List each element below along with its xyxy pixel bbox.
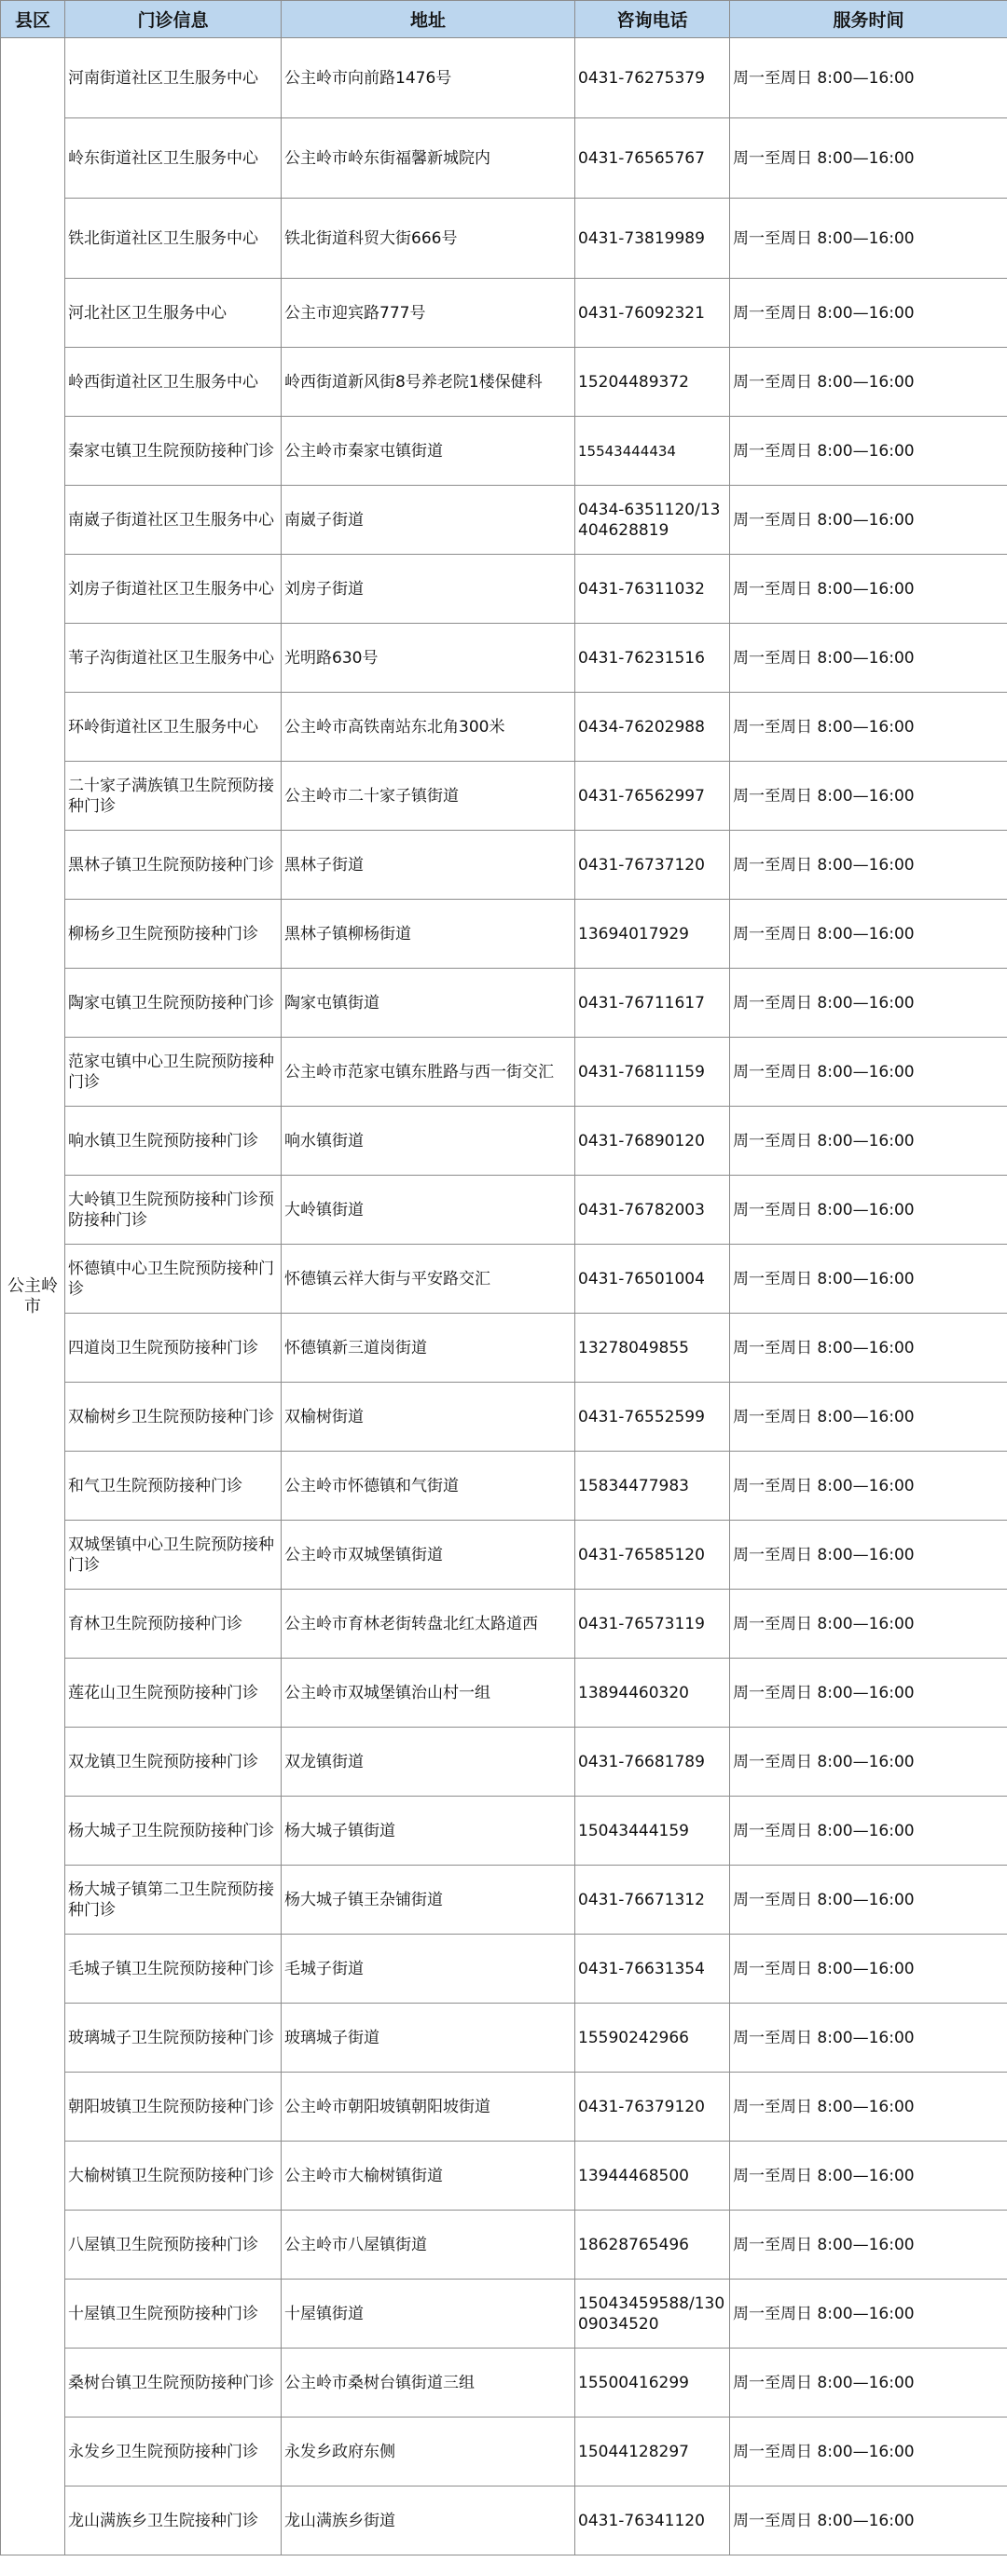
clinic-name-cell: 杨大城子卫生院预防接种门诊 xyxy=(65,1797,282,1866)
phone-cell: 13944468500 xyxy=(575,2142,730,2211)
header-row xyxy=(1,1,1007,38)
table-row xyxy=(1,2142,1007,2211)
hours-cell: 周一至周日 8:00—16:00 xyxy=(730,38,1007,118)
hours-cell: 周一至周日 8:00—16:00 xyxy=(730,1590,1007,1659)
phone-cell: 0431-76311032 xyxy=(575,555,730,624)
phone-cell: 13278049855 xyxy=(575,1314,730,1383)
table-row xyxy=(1,2073,1007,2142)
phone-cell: 0431-76737120 xyxy=(575,831,730,900)
table-row xyxy=(1,969,1007,1038)
clinic-name-cell: 玻璃城子卫生院预防接种门诊 xyxy=(65,2004,282,2073)
hours-cell: 周一至周日 8:00—16:00 xyxy=(730,1107,1007,1176)
clinic-name-cell: 秦家屯镇卫生院预防接种门诊 xyxy=(65,417,282,486)
address-cell: 怀德镇云祥大街与平安路交汇 xyxy=(282,1245,575,1314)
phone-cell: 0431-76890120 xyxy=(575,1107,730,1176)
table-row xyxy=(1,1314,1007,1383)
header-phone: 咨询电话 xyxy=(575,1,730,38)
phone-cell: 0431-76275379 xyxy=(575,38,730,118)
hours-cell: 周一至周日 8:00—16:00 xyxy=(730,1521,1007,1590)
phone-cell: 15204489372 xyxy=(575,348,730,417)
table-row xyxy=(1,1383,1007,1452)
address-cell: 怀德镇新三道岗街道 xyxy=(282,1314,575,1383)
clinic-name-cell: 毛城子镇卫生院预防接种门诊 xyxy=(65,1935,282,2004)
clinic-name-cell: 桑树台镇卫生院预防接种门诊 xyxy=(65,2349,282,2418)
clinic-name-cell: 柳杨乡卫生院预防接种门诊 xyxy=(65,900,282,969)
table-row xyxy=(1,900,1007,969)
address-cell: 公主岭市怀德镇和气街道 xyxy=(282,1452,575,1521)
address-cell: 公主岭市朝阳坡镇朝阳坡街道 xyxy=(282,2073,575,2142)
table-row xyxy=(1,348,1007,417)
table-row xyxy=(1,1521,1007,1590)
table-row xyxy=(1,693,1007,762)
table-row xyxy=(1,555,1007,624)
table-row xyxy=(1,486,1007,555)
clinic-name-cell: 永发乡卫生院预防接种门诊 xyxy=(65,2418,282,2486)
address-cell: 大岭镇街道 xyxy=(282,1176,575,1245)
hours-cell: 周一至周日 8:00—16:00 xyxy=(730,1314,1007,1383)
phone-cell: 15834477983 xyxy=(575,1452,730,1521)
phone-cell: 0431-76585120 xyxy=(575,1521,730,1590)
address-cell: 公主岭市八屋镇街道 xyxy=(282,2211,575,2280)
table-row xyxy=(1,1176,1007,1245)
phone-cell: 0431-76681789 xyxy=(575,1728,730,1797)
clinic-name-cell: 八屋镇卫生院预防接种门诊 xyxy=(65,2211,282,2280)
table-row xyxy=(1,1107,1007,1176)
table-row xyxy=(1,1866,1007,1935)
county-cell: 公主岭市 xyxy=(1,38,65,2555)
table-row xyxy=(1,2004,1007,2073)
table-body xyxy=(1,38,1007,2555)
table-row xyxy=(1,2486,1007,2555)
table-row xyxy=(1,762,1007,831)
clinic-name-cell: 河南街道社区卫生服务中心 xyxy=(65,38,282,118)
address-cell: 十屋镇街道 xyxy=(282,2280,575,2349)
phone-cell: 15044128297 xyxy=(575,2418,730,2486)
table-row xyxy=(1,118,1007,199)
clinic-name-cell: 范家屯镇中心卫生院预防接种门诊 xyxy=(65,1038,282,1107)
address-cell: 黑林子镇柳杨街道 xyxy=(282,900,575,969)
phone-cell: 0431-76573119 xyxy=(575,1590,730,1659)
clinic-name-cell: 刘房子街道社区卫生服务中心 xyxy=(65,555,282,624)
hours-cell: 周一至周日 8:00—16:00 xyxy=(730,762,1007,831)
hours-cell: 周一至周日 8:00—16:00 xyxy=(730,279,1007,348)
address-cell: 公主岭市双城堡镇治山村一组 xyxy=(282,1659,575,1728)
phone-cell: 0431-76379120 xyxy=(575,2073,730,2142)
phone-cell: 0431-76562997 xyxy=(575,762,730,831)
header-hours: 服务时间 xyxy=(730,1,1007,38)
clinic-name-cell: 双龙镇卫生院预防接种门诊 xyxy=(65,1728,282,1797)
table-row xyxy=(1,2349,1007,2418)
hours-cell: 周一至周日 8:00—16:00 xyxy=(730,2486,1007,2555)
table-row xyxy=(1,1728,1007,1797)
hours-cell: 周一至周日 8:00—16:00 xyxy=(730,2418,1007,2486)
phone-cell: 0431-76811159 xyxy=(575,1038,730,1107)
clinic-name-cell: 莲花山卫生院预防接种门诊 xyxy=(65,1659,282,1728)
table-row xyxy=(1,417,1007,486)
phone-cell: 0431-76092321 xyxy=(575,279,730,348)
table-row xyxy=(1,2211,1007,2280)
table-row xyxy=(1,2418,1007,2486)
table-row xyxy=(1,199,1007,279)
address-cell: 黑林子街道 xyxy=(282,831,575,900)
address-cell: 公主岭市高铁南站东北角300米 xyxy=(282,693,575,762)
clinic-name-cell: 大岭镇卫生院预防接种门诊预防接种门诊 xyxy=(65,1176,282,1245)
hours-cell: 周一至周日 8:00—16:00 xyxy=(730,486,1007,555)
hours-cell: 周一至周日 8:00—16:00 xyxy=(730,624,1007,693)
hours-cell: 周一至周日 8:00—16:00 xyxy=(730,693,1007,762)
address-cell: 公主岭市桑树台镇街道三组 xyxy=(282,2349,575,2418)
hours-cell: 周一至周日 8:00—16:00 xyxy=(730,1383,1007,1452)
header-address: 地址 xyxy=(282,1,575,38)
table-row xyxy=(1,1038,1007,1107)
hours-cell: 周一至周日 8:00—16:00 xyxy=(730,1452,1007,1521)
clinic-name-cell: 育林卫生院预防接种门诊 xyxy=(65,1590,282,1659)
phone-cell: 0431-76631354 xyxy=(575,1935,730,2004)
phone-cell: 15043459588/13009034520 xyxy=(575,2280,730,2349)
header-county: 县区 xyxy=(1,1,65,38)
phone-cell: 0434-6351120/13404628819 xyxy=(575,486,730,555)
address-cell: 玻璃城子街道 xyxy=(282,2004,575,2073)
hours-cell: 周一至周日 8:00—16:00 xyxy=(730,1245,1007,1314)
hours-cell: 周一至周日 8:00—16:00 xyxy=(730,1935,1007,2004)
address-cell: 公主岭市岭东街福馨新城院内 xyxy=(282,118,575,199)
phone-cell: 0431-76671312 xyxy=(575,1866,730,1935)
clinic-name-cell: 和气卫生院预防接种门诊 xyxy=(65,1452,282,1521)
hours-cell: 周一至周日 8:00—16:00 xyxy=(730,1866,1007,1935)
phone-cell: 0431-76552599 xyxy=(575,1383,730,1452)
table-row xyxy=(1,624,1007,693)
phone-cell: 0434-76202988 xyxy=(575,693,730,762)
address-cell: 毛城子街道 xyxy=(282,1935,575,2004)
hours-cell: 周一至周日 8:00—16:00 xyxy=(730,2280,1007,2349)
address-cell: 南崴子街道 xyxy=(282,486,575,555)
clinic-name-cell: 双榆树乡卫生院预防接种门诊 xyxy=(65,1383,282,1452)
phone-cell: 0431-76231516 xyxy=(575,624,730,693)
hours-cell: 周一至周日 8:00—16:00 xyxy=(730,348,1007,417)
address-cell: 龙山满族乡街道 xyxy=(282,2486,575,2555)
clinic-name-cell: 龙山满族乡卫生院接种门诊 xyxy=(65,2486,282,2555)
hours-cell: 周一至周日 8:00—16:00 xyxy=(730,1038,1007,1107)
hours-cell: 周一至周日 8:00—16:00 xyxy=(730,2349,1007,2418)
hours-cell: 周一至周日 8:00—16:00 xyxy=(730,969,1007,1038)
table-row xyxy=(1,38,1007,118)
phone-cell: 0431-76565767 xyxy=(575,118,730,199)
clinic-name-cell: 朝阳坡镇卫生院预防接种门诊 xyxy=(65,2073,282,2142)
clinic-name-cell: 四道岗卫生院预防接种门诊 xyxy=(65,1314,282,1383)
clinic-name-cell: 十屋镇卫生院预防接种门诊 xyxy=(65,2280,282,2349)
clinic-name-cell: 杨大城子镇第二卫生院预防接种门诊 xyxy=(65,1866,282,1935)
clinic-name-cell: 怀德镇中心卫生院预防接种门诊 xyxy=(65,1245,282,1314)
table-row xyxy=(1,1659,1007,1728)
hours-cell: 周一至周日 8:00—16:00 xyxy=(730,2073,1007,2142)
clinic-name-cell: 黑林子镇卫生院预防接种门诊 xyxy=(65,831,282,900)
address-cell: 公主岭市范家屯镇东胜路与西一街交汇 xyxy=(282,1038,575,1107)
header-clinic: 门诊信息 xyxy=(65,1,282,38)
phone-cell: 0431-76782003 xyxy=(575,1176,730,1245)
table-header xyxy=(1,1,1007,38)
address-cell: 光明路630号 xyxy=(282,624,575,693)
address-cell: 公主岭市大榆树镇街道 xyxy=(282,2142,575,2211)
phone-cell: 13894460320 xyxy=(575,1659,730,1728)
hours-cell: 周一至周日 8:00—16:00 xyxy=(730,831,1007,900)
address-cell: 陶家屯镇街道 xyxy=(282,969,575,1038)
table-row xyxy=(1,1452,1007,1521)
hours-cell: 周一至周日 8:00—16:00 xyxy=(730,2142,1007,2211)
address-cell: 双龙镇街道 xyxy=(282,1728,575,1797)
hours-cell: 周一至周日 8:00—16:00 xyxy=(730,1176,1007,1245)
clinic-name-cell: 双城堡镇中心卫生院预防接种门诊 xyxy=(65,1521,282,1590)
clinic-name-cell: 二十家子满族镇卫生院预防接种门诊 xyxy=(65,762,282,831)
table-row xyxy=(1,279,1007,348)
phone-cell: 0431-76341120 xyxy=(575,2486,730,2555)
hours-cell: 周一至周日 8:00—16:00 xyxy=(730,1797,1007,1866)
phone-cell: 15043444159 xyxy=(575,1797,730,1866)
address-cell: 公主岭市二十家子镇街道 xyxy=(282,762,575,831)
address-cell: 公主岭市双城堡镇街道 xyxy=(282,1521,575,1590)
address-cell: 永发乡政府东侧 xyxy=(282,2418,575,2486)
clinic-name-cell: 大榆树镇卫生院预防接种门诊 xyxy=(65,2142,282,2211)
clinic-name-cell: 岭东街道社区卫生服务中心 xyxy=(65,118,282,199)
hours-cell: 周一至周日 8:00—16:00 xyxy=(730,417,1007,486)
hours-cell: 周一至周日 8:00—16:00 xyxy=(730,118,1007,199)
table-row xyxy=(1,2280,1007,2349)
phone-cell: 15543444434 xyxy=(575,417,730,486)
address-cell: 响水镇街道 xyxy=(282,1107,575,1176)
address-cell: 岭西街道新风街8号养老院1楼保健科 xyxy=(282,348,575,417)
table-row xyxy=(1,1590,1007,1659)
hours-cell: 周一至周日 8:00—16:00 xyxy=(730,1728,1007,1797)
table-row xyxy=(1,831,1007,900)
clinic-name-cell: 环岭街道社区卫生服务中心 xyxy=(65,693,282,762)
address-cell: 刘房子街道 xyxy=(282,555,575,624)
phone-cell: 0431-76711617 xyxy=(575,969,730,1038)
clinic-name-cell: 铁北街道社区卫生服务中心 xyxy=(65,199,282,279)
address-cell: 铁北街道科贸大街666号 xyxy=(282,199,575,279)
hours-cell: 周一至周日 8:00—16:00 xyxy=(730,555,1007,624)
address-cell: 公主岭市育林老街转盘北红太路道西 xyxy=(282,1590,575,1659)
clinic-name-cell: 岭西街道社区卫生服务中心 xyxy=(65,348,282,417)
table-row xyxy=(1,1797,1007,1866)
phone-cell: 15590242966 xyxy=(575,2004,730,2073)
table-row xyxy=(1,1245,1007,1314)
phone-cell: 0431-76501004 xyxy=(575,1245,730,1314)
address-cell: 双榆树街道 xyxy=(282,1383,575,1452)
clinic-name-cell: 南崴子街道社区卫生服务中心 xyxy=(65,486,282,555)
hours-cell: 周一至周日 8:00—16:00 xyxy=(730,199,1007,279)
clinic-name-cell: 陶家屯镇卫生院预防接种门诊 xyxy=(65,969,282,1038)
address-cell: 公主岭市秦家屯镇街道 xyxy=(282,417,575,486)
hours-cell: 周一至周日 8:00—16:00 xyxy=(730,2211,1007,2280)
hours-cell: 周一至周日 8:00—16:00 xyxy=(730,2004,1007,2073)
address-cell: 杨大城子镇街道 xyxy=(282,1797,575,1866)
clinic-name-cell: 河北社区卫生服务中心 xyxy=(65,279,282,348)
hours-cell: 周一至周日 8:00—16:00 xyxy=(730,900,1007,969)
address-cell: 公主市迎宾路777号 xyxy=(282,279,575,348)
clinic-name-cell: 响水镇卫生院预防接种门诊 xyxy=(65,1107,282,1176)
clinic-name-cell: 苇子沟街道社区卫生服务中心 xyxy=(65,624,282,693)
phone-cell: 0431-73819989 xyxy=(575,199,730,279)
hours-cell: 周一至周日 8:00—16:00 xyxy=(730,1659,1007,1728)
table-row xyxy=(1,1935,1007,2004)
phone-cell: 18628765496 xyxy=(575,2211,730,2280)
address-cell: 杨大城子镇王杂铺街道 xyxy=(282,1866,575,1935)
phone-cell: 15500416299 xyxy=(575,2349,730,2418)
address-cell: 公主岭市向前路1476号 xyxy=(282,38,575,118)
phone-cell: 13694017929 xyxy=(575,900,730,969)
